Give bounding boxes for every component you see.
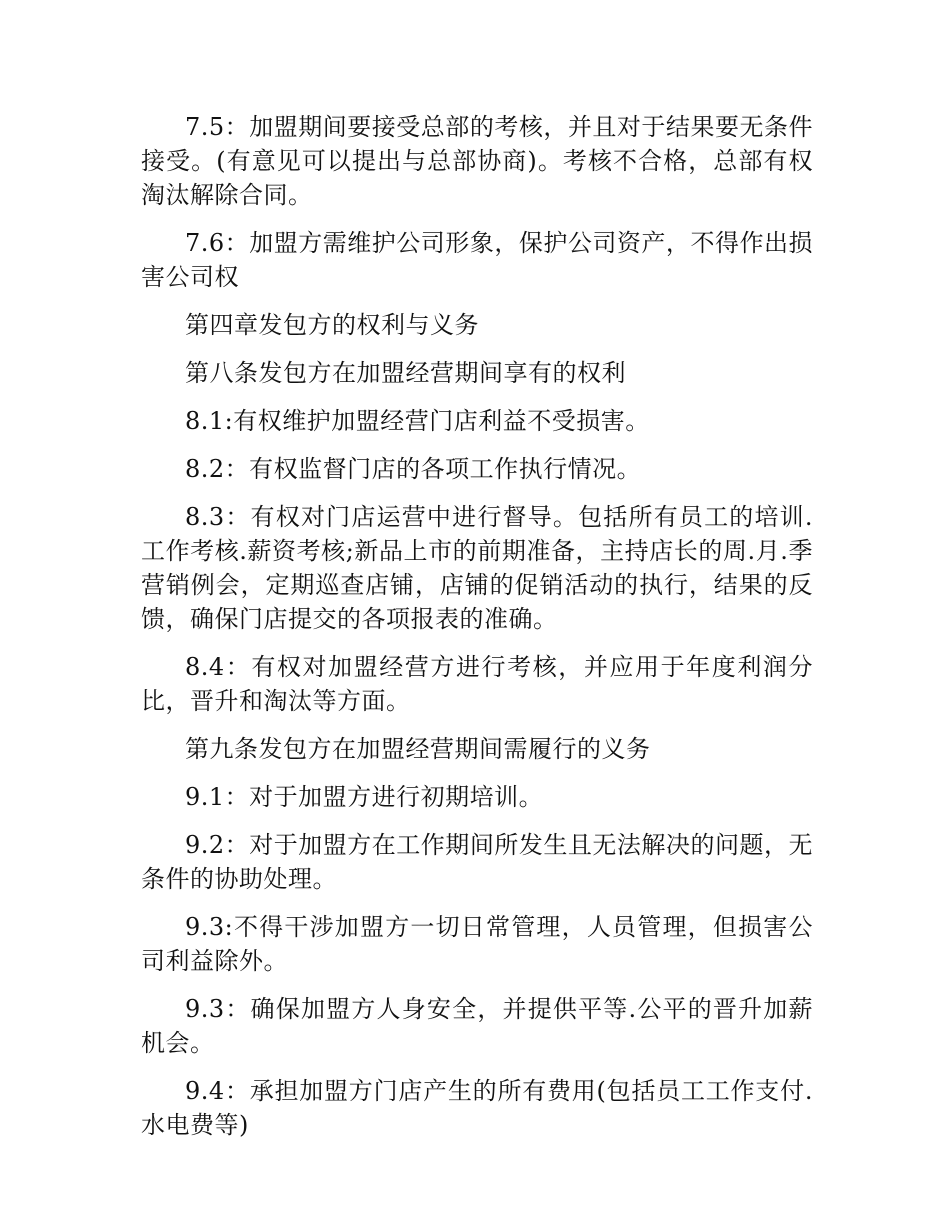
- paragraph-8-3: 8.3：有权对门店运营中进行督导。包括所有员工的培训.工作考核.薪资考核;新品上市的前期准备，主持店长的周.月.季营销例会，定期巡查店铺，店铺的促销活动的执行，结果的反馈，确保门店提交的各项报表的准确。: [141, 503, 813, 633]
- paragraph-7-5: 7.5：加盟期间要接受总部的考核，并且对于结果要无条件接受。(有意见可以提出与总部协商)。考核不合格，总部有权淘汰解除合同。: [141, 113, 813, 209]
- paragraph-9-3a: 9.3:不得干涉加盟方一切日常管理，人员管理，但损害公司利益除外。: [141, 913, 813, 975]
- article-heading-8: 第八条发包方在加盟经营期间享有的权利: [185, 359, 626, 387]
- paragraph-7-6: 7.6：加盟方需维护公司形象，保护公司资产，不得作出损害公司权: [141, 229, 813, 291]
- article-heading-9: 第九条发包方在加盟经营期间需履行的义务: [185, 735, 651, 763]
- paragraph-8-1: 8.1:有权维护加盟经营门店利益不受损害。: [185, 407, 650, 435]
- document-body: [141, 110, 813, 1156]
- paragraph-8-2: 8.2：有权监督门店的各项工作执行情况。: [185, 455, 642, 483]
- paragraph-8-4: 8.4：有权对加盟经营方进行考核，并应用于年度利润分比，晋升和淘汰等方面。: [141, 653, 813, 715]
- paragraph-9-4: 9.4：承担加盟方门店产生的所有费用(包括员工工作支付.水电费等): [141, 1077, 813, 1139]
- paragraph-9-1: 9.1：对于加盟方进行初期培训。: [185, 783, 544, 811]
- chapter-heading-4: 第四章发包方的权利与义务: [185, 311, 479, 339]
- paragraph-9-3b: 9.3：确保加盟方人身安全，并提供平等.公平的晋升加薪机会。: [141, 995, 813, 1057]
- paragraph-9-2: 9.2：对于加盟方在工作期间所发生且无法解决的问题，无条件的协助处理。: [141, 831, 813, 893]
